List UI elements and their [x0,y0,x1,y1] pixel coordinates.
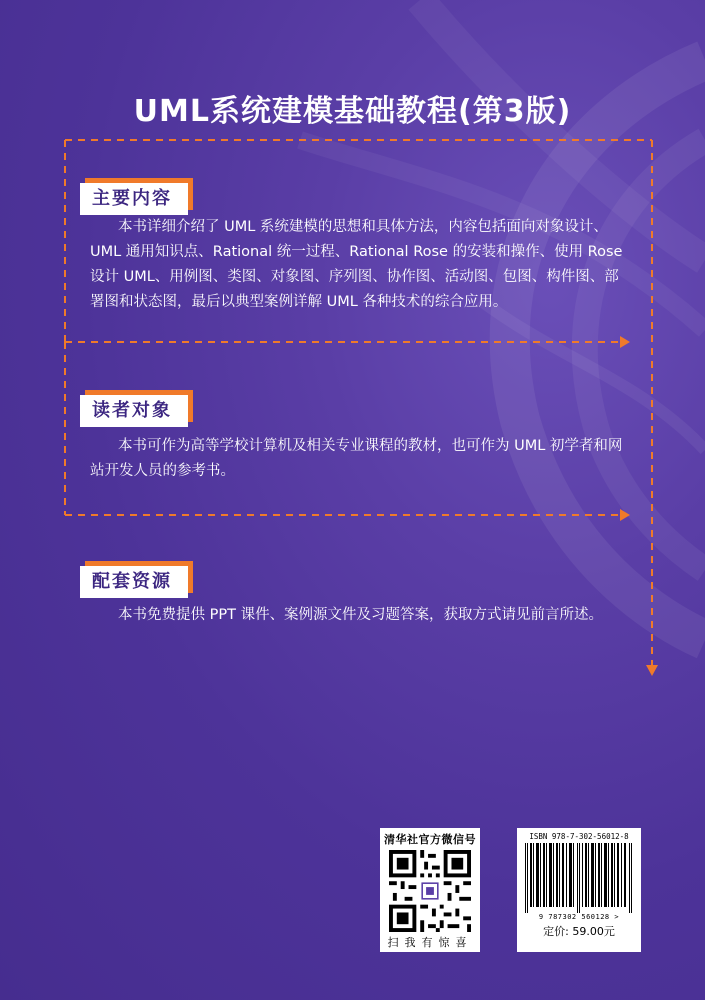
arrow-down-icon [646,665,658,676]
section-heading-resources: 配套资源 [80,566,188,598]
section-body-audience: 本书可作为高等学校计算机及相关专业课程的教材，也可作为 UML 初学者和网站开发人员的参考书。 [90,438,623,479]
qr-caption: 扫我有惊喜 [387,936,473,949]
barcode-digits: 9 787302 560128 > [538,913,620,921]
book-title: UML系统建模基础教程(第3版) [133,94,572,129]
isbn-text: ISBN 978-7-302-56012-8 [529,832,629,841]
isbn-barcode-box [517,828,641,952]
qr-code-icon [389,850,471,932]
arrow-right-icon [620,336,630,348]
wechat-qr-box [380,828,480,952]
arrow-right-icon [620,509,630,521]
section-heading-main-content: 主要内容 [80,183,188,215]
section-heading-audience: 读者对象 [80,395,188,427]
section-body-resources: 本书免费提供 PPT 课件、案例源文件及习题答案，获取方式请见前言所述。 [118,607,604,623]
barcode-icon [523,843,635,913]
section-body-main-content: 本书详细介绍了 UML 系统建模的思想和具体方法，内容包括面向对象设计、UML 通用知识点、Rational 统一过程、Rational Rose 的安装和操作、使用 Rose 设计 UML、用例图、类图、对象图、序列图、协作图、活动图、包图、构件图、部署图和状态图，最后以典型案例详解 UML 各种技术的综合应用。 [90,219,623,310]
price-label: 定价: 59.00元 [543,925,615,938]
qr-title: 清华社官方微信号 [384,833,476,846]
